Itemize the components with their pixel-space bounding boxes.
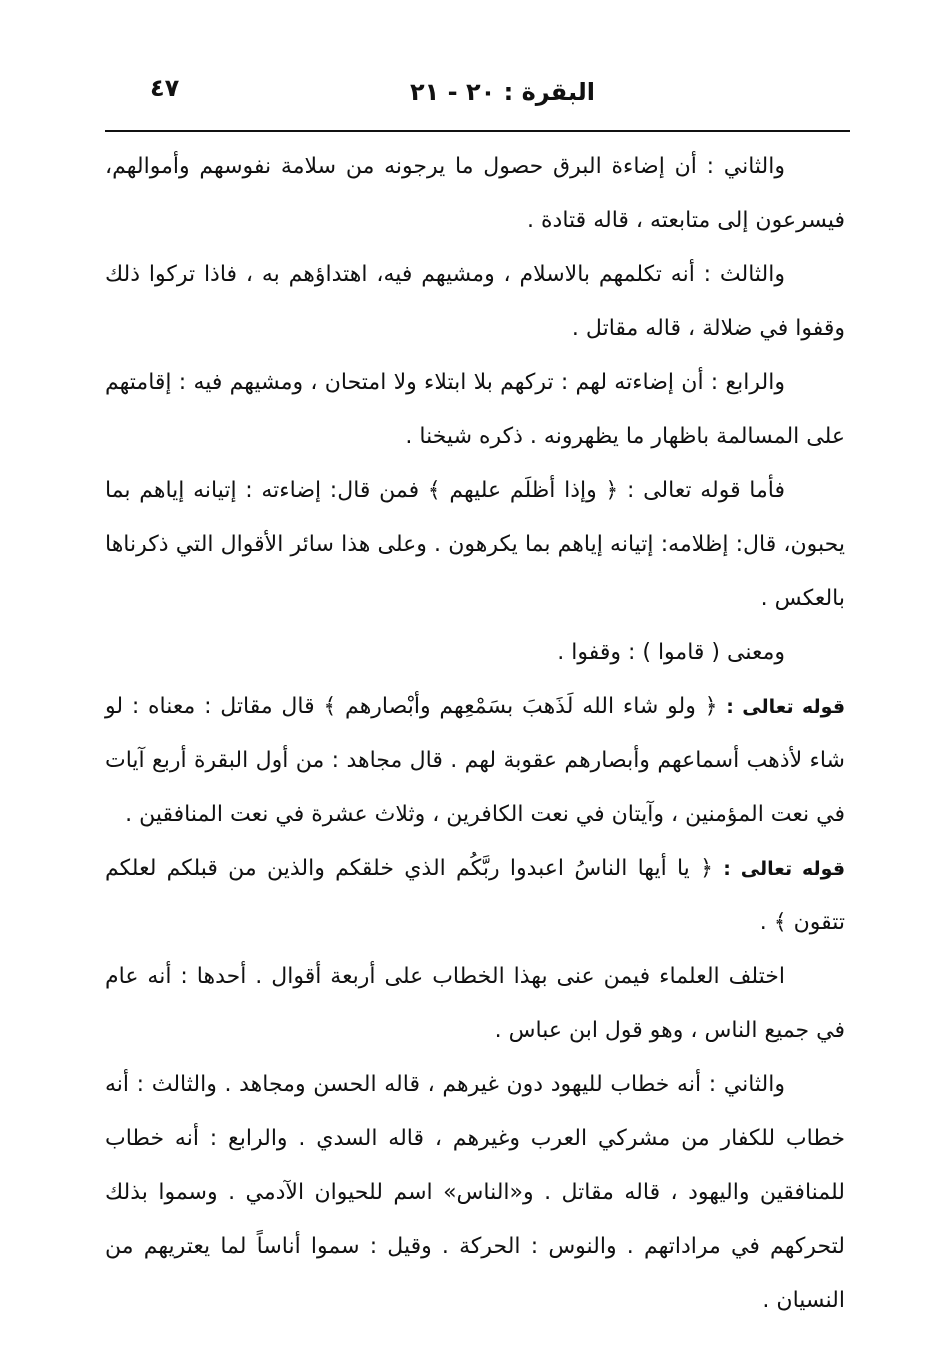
paragraph — [105, 356, 845, 464]
paragraph — [105, 950, 845, 1058]
verse-lead: قوله تعالى : — [723, 858, 846, 880]
paragraph — [105, 464, 845, 626]
header-rule — [105, 130, 850, 132]
paragraph-text: والثاني : أنه خطاب لليهود دون غيرهم ، قاله الحسن ومجاهد . والثالث : أنه خطاب للكفار من مشركي العرب وغيرهم ، قاله السدي . والرابع : أنه خطاب للمنافقين واليهود ، قاله مقاتل . و«الناس» اسم للحيوان الآدمي . وسموا بذلك لتحركهم في مراداتهم . والنوس : الحركة . وقيل : سموا أناساً لما يعتريهم من النسيان . — [105, 1072, 845, 1313]
paragraph-text: والرابع : أن إضاءته لهم : تركهم بلا ابتلاء ولا امتحان ، ومشيهم فيه : إقامتهم على المسالمة باظهار ما يظهرونه . ذكره شيخنا . — [105, 370, 845, 449]
page-header — [100, 74, 840, 114]
paragraph-text: اختلف العلماء فيمن عنى بهذا الخطاب على أربعة أقوال . أحدها : أنه عام في جميع الناس ، وهو قول ابن عباس . — [105, 964, 845, 1043]
paragraph — [105, 842, 845, 950]
page-number: ٤٧ — [150, 74, 180, 102]
paragraph — [105, 140, 845, 248]
verse-lead: قوله تعالى : — [726, 696, 846, 718]
paragraph-text: ﴿ ولو شاء الله لَذَهبَ بسَمْعِهم وأبْصارهم ﴾ قال مقاتل : معناه : لو شاء لأذهب أسماعهم وأبصارهم عقوبة لهم . قال مجاهد : من أول البقرة أربع آيات في نعت المؤمنين ، وآيتان في نعت الكافرين ، وثلاث عشرة في نعت المنافقين . — [105, 694, 845, 827]
paragraph-text: فأما قوله تعالى : ﴿ وإذا أظلَم عليهم ﴾ فمن قال: إضاءته : إتيانه إياهم بما يحبون، قال: إظلامه: إتيانه إياهم بما يكرهون . وعلى هذا سائر الأقوال التي ذكرناها بالعكس . — [105, 478, 845, 611]
paragraph-text: ومعنى ( قاموا ) : وقفوا . — [557, 640, 785, 665]
running-head: البقرة : ٢٠ - ٢١ — [410, 78, 595, 106]
paragraph-text: ﴿ يا أيها الناسُ اعبدوا ربَّكُم الذي خلقكم والذين من قبلكم لعلكم تتقون ﴾ . — [105, 856, 845, 935]
paragraph — [105, 1058, 845, 1328]
paragraph-text: والثاني : أن إضاءة البرق حصول ما يرجونه من سلامة نفوسهم وأموالهم، فيسرعون إلى متابعته ، قاله قتادة . — [105, 154, 845, 233]
body-text — [105, 140, 845, 1328]
paragraph — [105, 680, 845, 842]
paragraph-text: والثالث : أنه تكلمهم بالاسلام ، ومشيهم فيه، اهتداؤهم به ، فاذا تركوا ذلك وقفوا في ضلالة ، قاله مقاتل . — [105, 262, 845, 341]
paragraph — [105, 626, 845, 680]
paragraph — [105, 248, 845, 356]
